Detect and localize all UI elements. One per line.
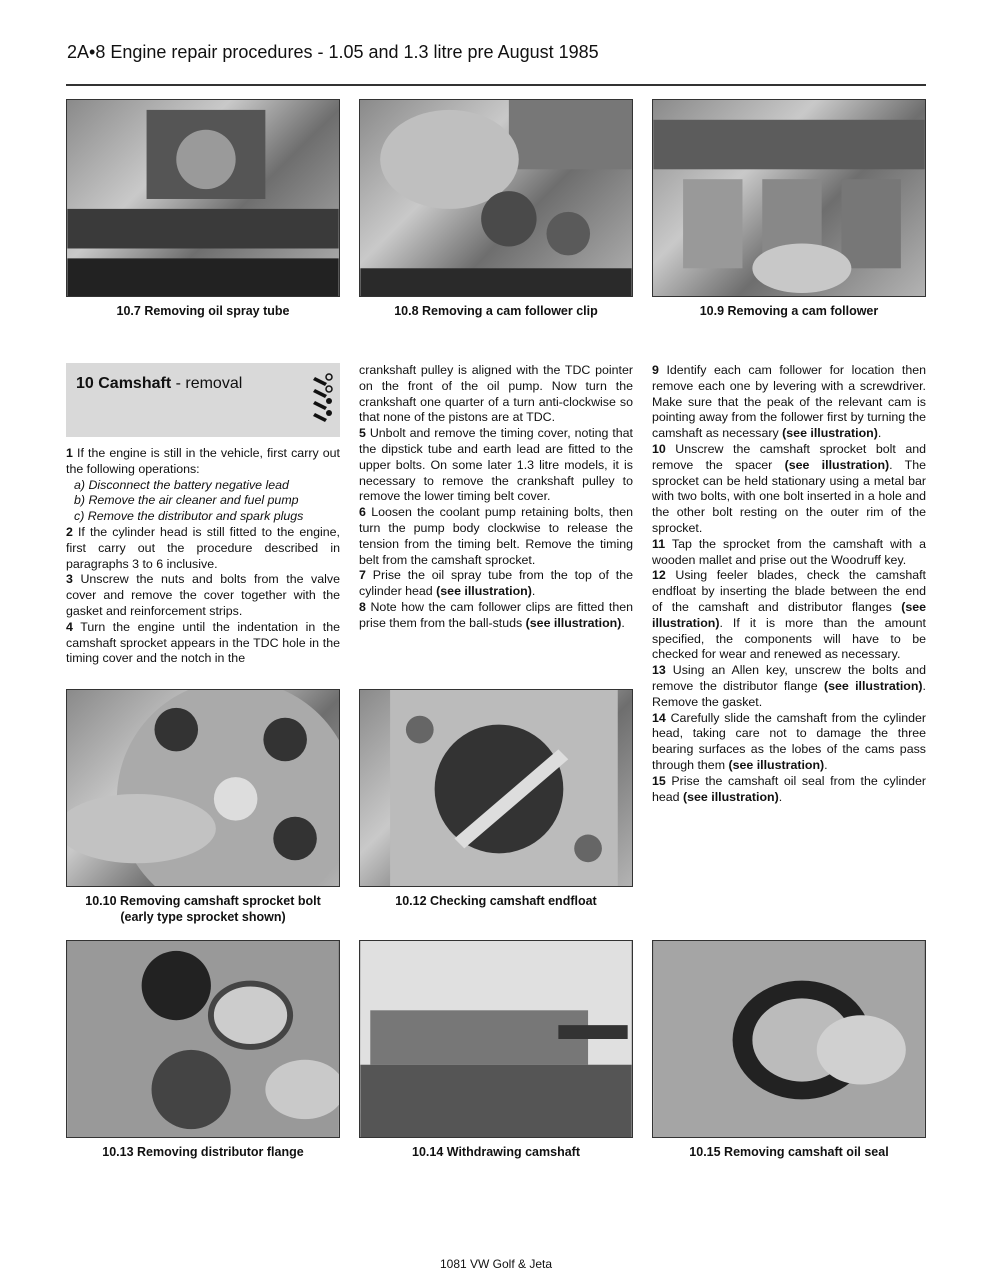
caption-10-15: 10.15 Removing camshaft oil seal — [689, 1145, 889, 1159]
engine-photo-image — [360, 100, 632, 296]
step-number: 14 — [652, 710, 666, 725]
wrench-rating-icon — [312, 371, 334, 429]
step-number: 7 — [359, 568, 366, 583]
engine-photo-image — [67, 690, 339, 886]
step-number: 8 — [359, 599, 366, 614]
photo-camshaft-sprocket-bolt — [66, 689, 340, 887]
engine-photo-image — [67, 941, 339, 1137]
punctuation: . — [531, 584, 536, 599]
caption-line-2: (early type sprocket shown) — [120, 910, 286, 924]
see-illustration: (see illustration) — [728, 757, 825, 772]
step-text: Carefully slide the camshaft from the cylinder head, taking care not to damage the three bearing surfaces as the lobes of the cams pass through them — [652, 710, 926, 772]
step-number: 6 — [359, 505, 366, 520]
step-number: 12 — [652, 568, 666, 583]
caption-10-12: 10.12 Checking camshaft endfloat — [395, 894, 597, 908]
photo-camshaft-oil-seal — [652, 940, 926, 1138]
engine-photo-image — [360, 690, 632, 886]
step-text: Turn the engine until the indentation in the camshaft sprocket appears in the TDC hole in the timing cover and the notch in the — [66, 619, 340, 666]
step-13 — [652, 663, 926, 710]
step-text: Unbolt and remove the timing cover, noting that the dipstick tube and earth lead are fitted to the upper bolts. On some later 1.3 litre models, it is necessary to remove the crankshaft pulley to remove the lower timing belt cover. — [359, 426, 633, 504]
caption-10-13: 10.13 Removing distributor flange — [102, 1145, 304, 1159]
step-2 — [66, 525, 340, 572]
step-text: Using an Allen key, unscrew the bolts and remove the distributor flange — [652, 663, 926, 693]
step-12 — [652, 568, 926, 663]
punctuation: . — [824, 757, 828, 772]
caption-10-14: 10.14 Withdrawing camshaft — [412, 1145, 580, 1159]
step-10 — [652, 442, 926, 537]
punctuation: . — [778, 789, 783, 804]
see-illustration: (see illustration) — [525, 615, 622, 630]
step-text: Prise the camshaft oil seal from the cylinder head — [652, 773, 926, 804]
punctuation: . — [621, 615, 625, 630]
step-text: . Remove the gasket. — [652, 678, 926, 709]
photo-distributor-flange — [66, 940, 340, 1138]
photo-oil-spray-tube — [66, 99, 340, 297]
step-text: Unscrew the camshaft sprocket bolt and remove the spacer — [652, 441, 926, 472]
step-text: Prise the oil spray tube from the top of the cylinder head — [359, 568, 633, 599]
header-rule — [66, 84, 926, 86]
step-text: . The sprocket can be held stationary using a metal bar with two bolts, with one bolt inserted in a hole and the other bolt resting on the outer rim of the sprocket. — [652, 457, 926, 535]
caption-10-10 — [66, 893, 340, 925]
see-illustration: (see illustration) — [652, 599, 926, 630]
step-text: If the cylinder head is still fitted to the engine, first carry out the procedure described in paragraphs 3 to 6 inclusive. — [66, 524, 340, 571]
engine-photo-image — [360, 941, 632, 1137]
step-4-cont: crankshaft pulley is aligned with the TDC pointer on the front of the oil pump. Now turn the crankshaft one quarter of a turn anti-clockwise so that none of the pistons are at TDC. — [359, 363, 633, 425]
step-text: . If it is more than the amount specified, the components will have to be checked for wear and renewed as necessary. — [652, 615, 926, 662]
see-illustration: (see illustration) — [823, 678, 923, 693]
step-number: 2 — [66, 524, 73, 539]
section-title — [76, 375, 242, 393]
step-text: Using feeler blades, check the camshaft endfloat by inserting the blade between the end of the camshaft and distributor flanges — [652, 568, 926, 614]
step-15 — [652, 774, 926, 806]
step-5 — [359, 426, 633, 505]
page-header: 2A•8 Engine repair procedures - 1.05 and 1.3 litre pre August 1985 — [67, 42, 599, 62]
section-heading-box — [66, 363, 340, 437]
text-column-3 — [652, 363, 926, 805]
step-4-start — [66, 620, 340, 667]
step-text: Unscrew the nuts and bolts from the valve cover and remove the cover together with the gasket and reinforcement strips. — [66, 572, 340, 618]
section-number-title: 10 Camshaft — [76, 375, 172, 392]
step-number: 15 — [652, 773, 666, 788]
step-14 — [652, 711, 926, 774]
step-11 — [652, 537, 926, 569]
step-6 — [359, 505, 633, 568]
step-text: Note how the cam follower clips are fitted then prise them from the ball-studs — [359, 599, 633, 630]
step-8 — [359, 600, 633, 632]
engine-photo-image — [67, 100, 339, 296]
photo-cam-follower-clip — [359, 99, 633, 297]
section-subtitle: - removal — [171, 375, 243, 392]
step-text: Tap the sprocket from the camshaft with a wooden mallet and prise out the Woodruff key. — [652, 536, 926, 567]
step-text: Identify each cam follower for location then remove each one by levering with a screwdriver. Make sure that the peak of the relevant cam is pointing away from the follower first by turning the camshaft as necessary — [652, 363, 926, 441]
step-7 — [359, 568, 633, 600]
step-9 — [652, 363, 926, 442]
step-number: 4 — [66, 619, 73, 634]
see-illustration: (see illustration) — [683, 789, 779, 804]
photo-camshaft-endfloat — [359, 689, 633, 887]
step-text: Loosen the coolant pump retaining bolts, then turn the pump body clockwise to release the tension from the timing belt. Remove the timing belt from the camshaft sprocket. — [359, 505, 633, 567]
text-column-2 — [359, 363, 633, 632]
photo-withdrawing-camshaft — [359, 940, 633, 1138]
text-column-1 — [66, 446, 340, 667]
page-footer: 1081 VW Golf & Jeta — [439, 1257, 553, 1271]
step-number: 9 — [652, 363, 659, 377]
step-number: 10 — [652, 441, 666, 456]
see-illustration: (see illustration) — [436, 584, 532, 599]
step-number: 3 — [66, 572, 73, 587]
step-1b: b) Remove the air cleaner and fuel pump — [74, 493, 299, 508]
see-illustration: (see illustration) — [782, 426, 878, 441]
step-number: 13 — [652, 663, 666, 678]
photo-cam-follower — [652, 99, 926, 297]
step-1a: a) Disconnect the battery negative lead — [74, 477, 289, 492]
engine-photo-image — [653, 100, 925, 296]
punctuation: . — [877, 426, 882, 441]
caption-10-7: 10.7 Removing oil spray tube — [116, 304, 290, 318]
see-illustration: (see illustration) — [784, 457, 890, 472]
engine-photo-image — [653, 941, 925, 1137]
step-number: 11 — [652, 536, 666, 551]
step-number: 1 — [66, 446, 73, 460]
step-3 — [66, 572, 340, 619]
caption-line-1: 10.10 Removing camshaft sprocket bolt — [85, 894, 321, 908]
step-text: If the engine is still in the vehicle, first carry out the following operations: — [66, 446, 340, 476]
caption-10-9: 10.9 Removing a cam follower — [699, 304, 879, 318]
step-1c: c) Remove the distributor and spark plugs — [74, 509, 304, 524]
step-number: 5 — [359, 426, 366, 441]
caption-10-8: 10.8 Removing a cam follower clip — [394, 304, 598, 318]
step-1 — [66, 446, 340, 478]
